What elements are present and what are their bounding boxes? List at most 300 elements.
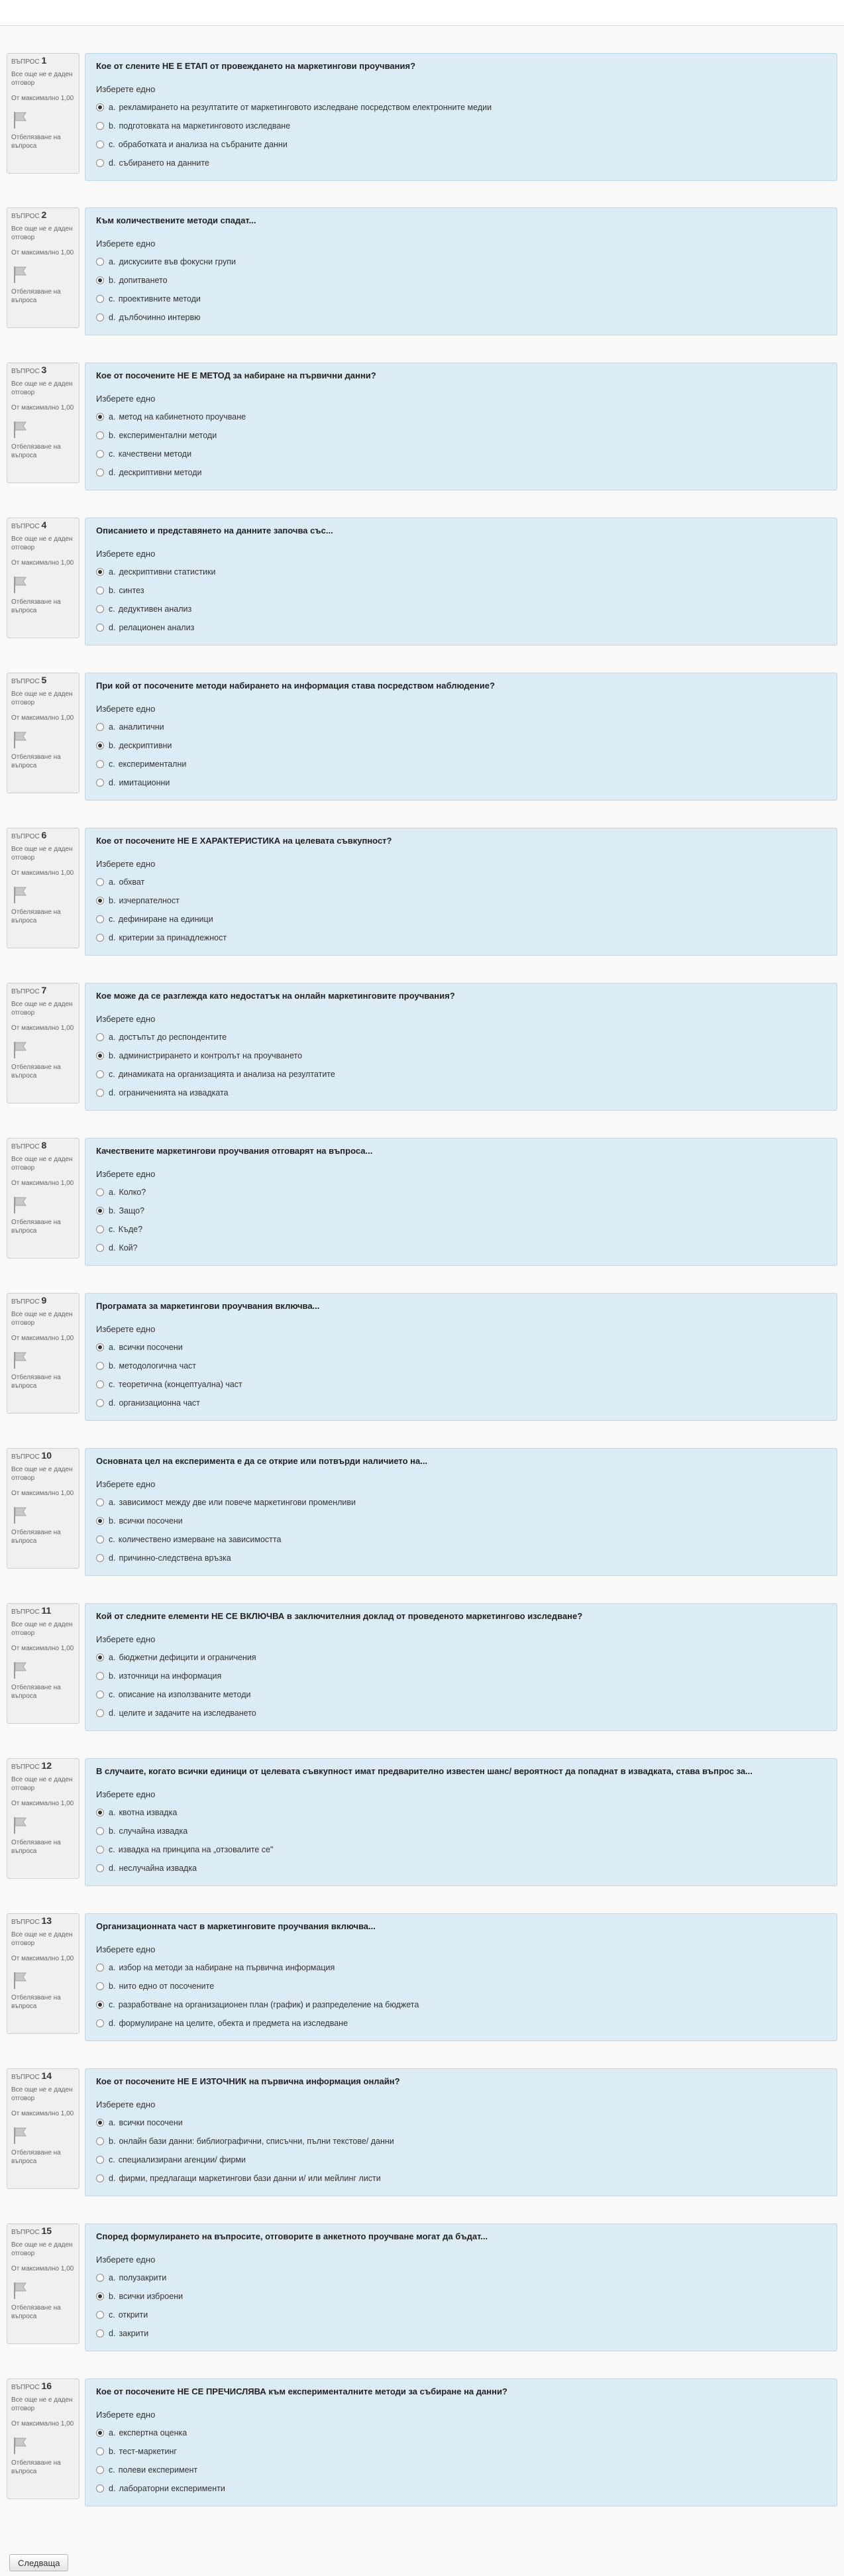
answer-option[interactable] xyxy=(96,1530,826,1549)
choose-one-prompt: Изберете едно xyxy=(96,704,156,714)
answer-option[interactable] xyxy=(96,1493,826,1512)
option-letter: d. xyxy=(109,933,116,942)
answer-option[interactable] xyxy=(96,2424,826,2442)
answer-option[interactable] xyxy=(96,2461,826,2479)
radio-button[interactable] xyxy=(96,1672,104,1680)
option-letter: c. xyxy=(109,2155,115,2164)
question-info xyxy=(7,1758,79,1879)
flag-icon[interactable] xyxy=(11,730,28,749)
choose-one-prompt: Изберете едно xyxy=(96,1944,156,1954)
option-label[interactable]: всички посочени xyxy=(119,2118,183,2127)
option-label[interactable]: бюджетни дефицити и ограничения xyxy=(119,1653,256,1662)
answer-option[interactable] xyxy=(96,755,826,773)
flag-question-link[interactable]: Отбелязване на въпроса xyxy=(11,443,61,459)
top-bar xyxy=(0,0,844,26)
radio-button[interactable] xyxy=(96,2137,104,2145)
option-letter: c. xyxy=(109,1690,115,1699)
radio-button[interactable] xyxy=(96,1070,104,1078)
option-label[interactable]: квотна извадка xyxy=(119,1808,178,1817)
question-info xyxy=(7,207,79,328)
choose-one-prompt: Изберете едно xyxy=(96,84,156,94)
radio-button[interactable] xyxy=(96,760,104,768)
option-label[interactable]: извадка на принципа на „отзовалите се" xyxy=(118,1845,274,1854)
radio-button[interactable] xyxy=(96,295,104,303)
option-letter: c. xyxy=(109,915,115,924)
question-status: Все още не е даден отговор xyxy=(11,225,73,241)
option-letter: a. xyxy=(109,1653,116,1662)
option-label[interactable]: количествено измерване на зависимостта xyxy=(118,1535,282,1544)
answer-option[interactable] xyxy=(96,1394,826,1412)
radio-button[interactable] xyxy=(96,934,104,942)
radio-button[interactable] xyxy=(96,1380,104,1388)
flag-icon[interactable] xyxy=(11,1040,28,1059)
answer-option[interactable] xyxy=(96,271,826,290)
answer-option[interactable] xyxy=(96,1704,826,1722)
answer-option[interactable] xyxy=(96,773,826,792)
question-number: 14 xyxy=(41,2070,52,2081)
flag-question-link[interactable]: Отбелязване на въпроса xyxy=(11,1684,61,1700)
radio-button[interactable] xyxy=(96,450,104,458)
radio-button[interactable] xyxy=(96,2466,104,2474)
answer-option[interactable] xyxy=(96,308,826,327)
option-label[interactable]: Колко? xyxy=(119,1188,146,1197)
radio-button[interactable] xyxy=(96,1052,104,1060)
option-label[interactable]: теоретична (концептуална) част xyxy=(118,1380,242,1389)
flag-question-link[interactable]: Отбелязване на въпроса xyxy=(11,1994,61,2010)
question-text: Според формулирането на въпросите, отговорите в анкетното проучване могат да бъдат... xyxy=(96,2231,488,2241)
answer-option[interactable] xyxy=(96,1685,826,1704)
radio-button[interactable] xyxy=(96,878,104,886)
radio-button[interactable] xyxy=(96,2485,104,2492)
radio-button[interactable] xyxy=(96,103,104,111)
question-status: Все още не е даден отговор xyxy=(11,1001,73,1017)
option-label[interactable]: подготовката на маркетинговото изследване xyxy=(119,121,291,131)
radio-button[interactable] xyxy=(96,2329,104,2337)
radio-button[interactable] xyxy=(96,1498,104,1506)
option-label[interactable]: Кой? xyxy=(119,1243,138,1253)
option-label[interactable]: дескриптивни xyxy=(119,741,172,750)
option-letter: d. xyxy=(109,1708,116,1718)
answer-option[interactable] xyxy=(96,910,826,928)
option-label[interactable]: избор на методи за набиране на първична информация xyxy=(119,1963,335,1972)
option-label[interactable]: описание на използваните методи xyxy=(118,1690,251,1699)
radio-button[interactable] xyxy=(96,258,104,266)
question-text: При кой от посочените методи набирането на информация става посредством наблюдение? xyxy=(96,681,495,691)
option-label[interactable]: имитационни xyxy=(119,778,170,787)
option-letter: a. xyxy=(109,567,116,577)
next-page-button[interactable]: Следваща xyxy=(9,2554,68,2571)
flag-icon[interactable] xyxy=(11,1971,28,1989)
answer-option[interactable] xyxy=(96,117,826,135)
question-content xyxy=(85,2068,837,2196)
flag-icon[interactable] xyxy=(11,1661,28,1679)
question-marks: От максимално 1,00 xyxy=(11,2110,74,2117)
flag-question-link[interactable]: Отбелязване на въпроса xyxy=(11,1219,61,1235)
flag-icon[interactable] xyxy=(11,575,28,594)
radio-button[interactable] xyxy=(96,1089,104,1097)
question-content xyxy=(85,53,837,181)
question-number: 8 xyxy=(41,1140,47,1150)
flag-question-link[interactable]: Отбелязване на въпроса xyxy=(11,2304,61,2320)
answer-option[interactable] xyxy=(96,2479,826,2498)
radio-button[interactable] xyxy=(96,779,104,787)
answer-option[interactable] xyxy=(96,408,826,426)
answer-option[interactable] xyxy=(96,891,826,910)
answer-option[interactable] xyxy=(96,1859,826,1877)
answer-option[interactable] xyxy=(96,290,826,308)
choose-one-prompt: Изберете едно xyxy=(96,1169,156,1179)
flag-icon[interactable] xyxy=(11,1506,28,1524)
question-content xyxy=(85,828,837,956)
radio-button[interactable] xyxy=(96,2119,104,2127)
radio-button[interactable] xyxy=(96,2274,104,2282)
radio-button[interactable] xyxy=(96,313,104,321)
answer-option[interactable] xyxy=(96,1065,826,1084)
flag-question-link[interactable]: Отбелязване на въпроса xyxy=(11,2459,61,2475)
flag-icon[interactable] xyxy=(11,2126,28,2145)
option-label[interactable]: дескриптивни методи xyxy=(119,468,202,477)
answer-option[interactable] xyxy=(96,1202,826,1220)
radio-button[interactable] xyxy=(96,1536,104,1543)
radio-button[interactable] xyxy=(96,1033,104,1041)
option-letter: a. xyxy=(109,1808,116,1817)
question-label: ВЪПРОС xyxy=(11,1764,40,1771)
option-label[interactable]: всички изброени xyxy=(119,2292,184,2301)
question-content xyxy=(85,1293,837,1421)
option-letter: b. xyxy=(109,2292,116,2301)
question-status: Все още не е даден отговор xyxy=(11,691,73,706)
question-label: ВЪПРОС xyxy=(11,1143,40,1150)
option-letter: c. xyxy=(109,2000,115,2009)
option-label[interactable]: нито едно от посочените xyxy=(119,1982,215,1991)
flag-icon[interactable] xyxy=(11,1351,28,1369)
radio-button[interactable] xyxy=(96,2156,104,2164)
option-label[interactable]: всички посочени xyxy=(119,1516,183,1526)
option-label[interactable]: експериментални методи xyxy=(119,431,217,440)
option-label[interactable]: тест-маркетинг xyxy=(119,2447,177,2456)
option-label[interactable]: обработката и анализа на събраните данни xyxy=(118,140,288,149)
radio-button[interactable] xyxy=(96,1225,104,1233)
answer-option[interactable] xyxy=(96,1803,826,1822)
flag-icon[interactable] xyxy=(11,2436,28,2455)
choose-one-prompt: Изберете едно xyxy=(96,549,156,559)
answer-option[interactable] xyxy=(96,2014,826,2033)
flag-icon[interactable] xyxy=(11,420,28,439)
flag-question-link[interactable]: Отбелязване на въпроса xyxy=(11,134,61,150)
question-number: 10 xyxy=(41,1450,52,1461)
option-label[interactable]: изчерпателност xyxy=(119,896,180,905)
radio-button[interactable] xyxy=(96,2311,104,2319)
option-label[interactable]: администрирането и контролът на проучването xyxy=(119,1051,303,1060)
question-label: ВЪПРОС xyxy=(11,1608,40,1616)
flag-icon[interactable] xyxy=(11,1816,28,1834)
radio-button[interactable] xyxy=(96,1653,104,1661)
radio-button[interactable] xyxy=(96,1982,104,1990)
question-info xyxy=(7,983,79,1103)
radio-button[interactable] xyxy=(96,2174,104,2182)
option-label[interactable]: всички посочени xyxy=(119,1343,183,1352)
option-label[interactable]: целите и задачите на изследването xyxy=(119,1708,256,1718)
radio-button[interactable] xyxy=(96,431,104,439)
option-letter: c. xyxy=(109,2310,115,2320)
option-label[interactable]: обхват xyxy=(119,877,145,887)
question-marks: От максимално 1,00 xyxy=(11,1180,74,1187)
flag-question-link[interactable]: Отбелязване на въпроса xyxy=(11,909,61,924)
answer-option[interactable] xyxy=(96,252,826,271)
option-label[interactable]: полузакрити xyxy=(119,2273,167,2282)
radio-button[interactable] xyxy=(96,2292,104,2300)
radio-button[interactable] xyxy=(96,587,104,594)
option-letter: d. xyxy=(109,2329,116,2338)
question-content xyxy=(85,518,837,645)
answer-option[interactable] xyxy=(96,1220,826,1239)
answer-option[interactable] xyxy=(96,1648,826,1667)
radio-button[interactable] xyxy=(96,2019,104,2027)
question-marks: От максимално 1,00 xyxy=(11,249,74,256)
question-text: Към количествените методи спадат... xyxy=(96,215,256,225)
choose-one-prompt: Изберете едно xyxy=(96,394,156,404)
radio-button[interactable] xyxy=(96,1244,104,1252)
radio-button[interactable] xyxy=(96,1399,104,1407)
answer-option[interactable] xyxy=(96,1995,826,2014)
question-text: Основната цел на експеримента е да се открие или потвърди наличието на... xyxy=(96,1456,428,1466)
answer-option[interactable] xyxy=(96,463,826,482)
flag-icon[interactable] xyxy=(11,265,28,284)
option-label[interactable]: формулиране на целите, обекта и предмета на изследване xyxy=(119,2019,348,2028)
answer-option[interactable] xyxy=(96,2169,826,2188)
answer-option[interactable] xyxy=(96,1084,826,1102)
option-letter: a. xyxy=(109,257,116,266)
question-info xyxy=(7,518,79,638)
flag-question-link[interactable]: Отбелязване на въпроса xyxy=(11,754,61,769)
flag-icon[interactable] xyxy=(11,111,28,129)
radio-button[interactable] xyxy=(96,742,104,750)
option-label[interactable]: неслучайна извадка xyxy=(119,1864,197,1873)
radio-button[interactable] xyxy=(96,1709,104,1717)
answer-option[interactable] xyxy=(96,1822,826,1840)
answer-option[interactable] xyxy=(96,2442,826,2461)
radio-button[interactable] xyxy=(96,140,104,148)
answer-option[interactable] xyxy=(96,1239,826,1257)
radio-button[interactable] xyxy=(96,122,104,130)
question-label: ВЪПРОС xyxy=(11,2229,40,2236)
answer-option[interactable] xyxy=(96,736,826,755)
question-number: 16 xyxy=(41,2380,52,2391)
option-label[interactable]: ограниченията на извадката xyxy=(119,1088,229,1097)
option-label[interactable]: проективните методи xyxy=(118,294,201,304)
answer-option[interactable] xyxy=(96,1183,826,1202)
option-letter: d. xyxy=(109,623,116,632)
flag-question-link[interactable]: Отбелязване на въпроса xyxy=(11,1839,61,1855)
radio-button[interactable] xyxy=(96,1362,104,1370)
option-label[interactable]: Защо? xyxy=(119,1206,144,1215)
radio-button[interactable] xyxy=(96,413,104,421)
option-label[interactable]: критерии за принадлежност xyxy=(119,933,227,942)
option-letter: b. xyxy=(109,1051,116,1060)
radio-button[interactable] xyxy=(96,1864,104,1872)
option-letter: b. xyxy=(109,2447,116,2456)
radio-button[interactable] xyxy=(96,1343,104,1351)
answer-option[interactable] xyxy=(96,2306,826,2324)
radio-button[interactable] xyxy=(96,1809,104,1817)
question-marks: От максимално 1,00 xyxy=(11,559,74,567)
option-label[interactable]: закрити xyxy=(119,2329,149,2338)
answer-option[interactable] xyxy=(96,2324,826,2343)
option-label[interactable]: синтез xyxy=(119,586,144,595)
option-label[interactable]: рекламирането на резултатите от маркетинговото изследване посредством електронните медии xyxy=(119,103,492,112)
option-letter: c. xyxy=(109,140,115,149)
radio-button[interactable] xyxy=(96,915,104,923)
answer-option[interactable] xyxy=(96,426,826,445)
answer-option[interactable] xyxy=(96,2151,826,2169)
answer-option[interactable] xyxy=(96,445,826,463)
option-label[interactable]: онлайн бази данни: библиографични, списъчни, пълни текстове/ данни xyxy=(119,2137,394,2146)
option-label[interactable]: релационен анализ xyxy=(119,623,195,632)
option-label[interactable]: лабораторни експерименти xyxy=(119,2484,225,2493)
radio-button[interactable] xyxy=(96,624,104,632)
option-label[interactable]: дискусиите във фокусни групи xyxy=(119,257,236,266)
choose-one-prompt: Изберете едно xyxy=(96,1014,156,1024)
option-label[interactable]: дедуктивен анализ xyxy=(118,604,192,614)
option-label[interactable]: аналитични xyxy=(119,722,164,732)
question-text: Кое от посочените НЕ СЕ ПРЕЧИСЛЯВА към експерименталните методи за събиране на данни? xyxy=(96,2386,507,2396)
answer-option[interactable] xyxy=(96,1977,826,1995)
option-letter: a. xyxy=(109,1963,116,1972)
radio-button[interactable] xyxy=(96,159,104,167)
answer-option[interactable] xyxy=(96,1512,826,1530)
option-letter: a. xyxy=(109,1343,116,1352)
answer-option[interactable] xyxy=(96,1357,826,1375)
option-label[interactable]: открити xyxy=(118,2310,148,2320)
radio-button[interactable] xyxy=(96,276,104,284)
answer-option[interactable] xyxy=(96,928,826,947)
question-number: 2 xyxy=(41,209,47,220)
radio-button[interactable] xyxy=(96,2429,104,2437)
flag-question-link[interactable]: Отбелязване на въпроса xyxy=(11,1064,61,1080)
option-label[interactable]: дълбочинно интервю xyxy=(119,313,201,322)
question-marks: От максимално 1,00 xyxy=(11,95,74,102)
option-label[interactable]: случайна извадка xyxy=(119,1826,188,1836)
option-label[interactable]: събирането на данните xyxy=(119,158,209,168)
question-content xyxy=(85,2223,837,2351)
radio-button[interactable] xyxy=(96,1207,104,1215)
option-label[interactable]: фирми, предлагащи маркетингови бази данни и/ или мейлинг листи xyxy=(119,2174,381,2183)
option-label[interactable]: причинно-следствена връзка xyxy=(119,1553,231,1563)
radio-button[interactable] xyxy=(96,2447,104,2455)
flag-icon[interactable] xyxy=(11,2281,28,2300)
option-label[interactable]: методологична част xyxy=(119,1361,197,1371)
answer-option[interactable] xyxy=(96,1046,826,1065)
radio-button[interactable] xyxy=(96,1188,104,1196)
answer-option[interactable] xyxy=(96,600,826,618)
option-letter: d. xyxy=(109,468,116,477)
question-number: 9 xyxy=(41,1295,47,1306)
radio-button[interactable] xyxy=(96,1964,104,1972)
option-label[interactable]: организационна част xyxy=(119,1398,200,1408)
flag-question-link[interactable]: Отбелязване на въпроса xyxy=(11,1529,61,1545)
option-label[interactable]: разработване на организационен план (график) и разпределение на бюджета xyxy=(118,2000,419,2009)
option-label[interactable]: специализирани агенции/ фирми xyxy=(118,2155,246,2164)
answer-option[interactable] xyxy=(96,718,826,736)
answer-option[interactable] xyxy=(96,563,826,581)
radio-button[interactable] xyxy=(96,2001,104,2009)
answer-option[interactable] xyxy=(96,1840,826,1859)
option-label[interactable]: дескриптивни статистики xyxy=(119,567,216,577)
flag-question-link[interactable]: Отбелязване на въпроса xyxy=(11,288,61,304)
flag-question-link[interactable]: Отбелязване на въпроса xyxy=(11,598,61,614)
radio-button[interactable] xyxy=(96,897,104,905)
option-letter: d. xyxy=(109,2174,116,2183)
radio-button[interactable] xyxy=(96,1827,104,1835)
option-label[interactable]: достъпът до респондентите xyxy=(119,1033,227,1042)
option-letter: b. xyxy=(109,1982,116,1991)
radio-button[interactable] xyxy=(96,605,104,613)
choose-one-prompt: Изберете едно xyxy=(96,2255,156,2265)
option-letter: b. xyxy=(109,2137,116,2146)
answer-option[interactable] xyxy=(96,154,826,172)
answer-option[interactable] xyxy=(96,2132,826,2151)
answer-option[interactable] xyxy=(96,1549,826,1567)
flag-question-link[interactable]: Отбелязване на въпроса xyxy=(11,1374,61,1390)
answer-option[interactable] xyxy=(96,1338,826,1357)
option-letter: a. xyxy=(109,412,116,421)
option-letter: a. xyxy=(109,877,116,887)
radio-button[interactable] xyxy=(96,568,104,576)
option-label[interactable]: зависимост между две или повече маркетингови променливи xyxy=(119,1498,356,1507)
answer-option[interactable] xyxy=(96,873,826,891)
option-label[interactable]: източници на информация xyxy=(119,1671,222,1681)
answer-option[interactable] xyxy=(96,1375,826,1394)
radio-button[interactable] xyxy=(96,1517,104,1525)
option-label[interactable]: Къде? xyxy=(118,1225,143,1234)
answer-option[interactable] xyxy=(96,98,826,117)
flag-icon[interactable] xyxy=(11,885,28,904)
question-label: ВЪПРОС xyxy=(11,213,40,220)
option-label[interactable]: динамиката на организацията и анализа на резултатите xyxy=(118,1070,335,1079)
question-text: Кое от посочените НЕ Е ИЗТОЧНИК на първична информация онлайн? xyxy=(96,2076,400,2086)
option-label[interactable]: дефиниране на единици xyxy=(118,915,213,924)
question-status: Все още не е даден отговор xyxy=(11,1156,73,1172)
question-content xyxy=(85,363,837,490)
option-letter: b. xyxy=(109,1516,116,1526)
radio-button[interactable] xyxy=(96,723,104,731)
answer-option[interactable] xyxy=(96,2113,826,2132)
option-label[interactable]: качествени методи xyxy=(118,449,192,459)
question-status: Все още не е даден отговор xyxy=(11,71,73,87)
answer-option[interactable] xyxy=(96,2287,826,2306)
question-marks: От максимално 1,00 xyxy=(11,1800,74,1807)
option-label[interactable]: експериментални xyxy=(118,759,187,769)
question-content xyxy=(85,1138,837,1266)
answer-option[interactable] xyxy=(96,1958,826,1977)
answer-option[interactable] xyxy=(96,135,826,154)
option-label[interactable]: метод на кабинетното проучване xyxy=(119,412,246,421)
radio-button[interactable] xyxy=(96,469,104,476)
flag-question-link[interactable]: Отбелязване на въпроса xyxy=(11,2149,61,2165)
answer-option[interactable] xyxy=(96,581,826,600)
answer-option[interactable] xyxy=(96,618,826,637)
radio-button[interactable] xyxy=(96,1691,104,1699)
answer-option[interactable] xyxy=(96,1667,826,1685)
radio-button[interactable] xyxy=(96,1554,104,1562)
answer-option[interactable] xyxy=(96,2268,826,2287)
answer-option[interactable] xyxy=(96,1028,826,1046)
option-label[interactable]: допитването xyxy=(119,276,168,285)
radio-button[interactable] xyxy=(96,1846,104,1854)
option-label[interactable]: експертна оценка xyxy=(119,2428,187,2437)
option-label[interactable]: полеви експеримент xyxy=(118,2465,198,2475)
flag-icon[interactable] xyxy=(11,1196,28,1214)
